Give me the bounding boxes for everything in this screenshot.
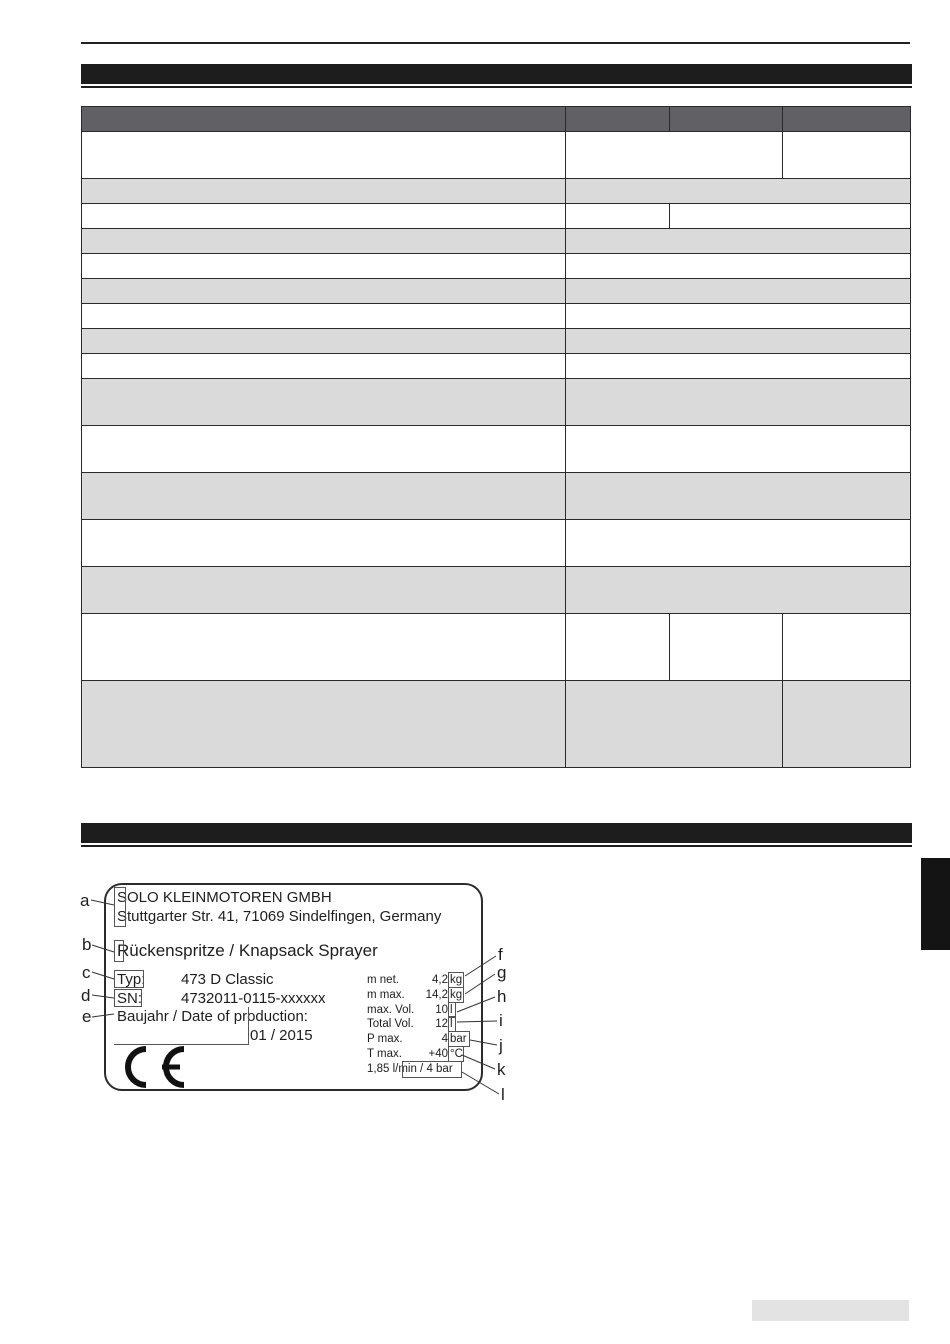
callout-h: h [497, 987, 507, 1006]
table-cell [670, 614, 783, 681]
table-cell [82, 379, 566, 426]
side-thumb-tab [921, 858, 950, 950]
table-cell [82, 426, 566, 473]
callout-e: e [82, 1007, 92, 1026]
table-cell [82, 354, 566, 379]
table-cell [82, 567, 566, 614]
table-row [82, 329, 911, 354]
plate-spec-label: P max. [367, 1033, 403, 1045]
table-cell [82, 279, 566, 304]
table-row [82, 304, 911, 329]
table-row [82, 426, 911, 473]
table-row [82, 107, 911, 132]
table-row [82, 179, 911, 204]
table-cell [783, 614, 911, 681]
table-cell [82, 229, 566, 254]
callout-box-b [114, 940, 124, 962]
callout-box-c [114, 970, 144, 988]
plate-spec-unit: kg [450, 989, 463, 1001]
table-cell [670, 204, 911, 229]
section-header-bar [81, 64, 912, 84]
table-cell [82, 254, 566, 279]
table-cell [82, 614, 566, 681]
table-cell [82, 179, 566, 204]
table-row [82, 614, 911, 681]
technical-data-table [81, 106, 911, 768]
callout-box-spec [448, 972, 464, 988]
table-cell [82, 681, 566, 768]
table-cell [566, 107, 670, 132]
page-number-box [752, 1300, 909, 1321]
callout-i: i [499, 1011, 503, 1030]
plate-typ-label: Typ: [117, 971, 146, 988]
top-rule [81, 42, 910, 44]
table-cell [566, 229, 911, 254]
callout-a: a [80, 891, 90, 910]
plate-spec-value: 4,2 [432, 974, 448, 986]
callout-box-spec [448, 1046, 464, 1062]
table-cell [783, 681, 911, 768]
table-row [82, 354, 911, 379]
table-row [82, 520, 911, 567]
table-cell [566, 204, 670, 229]
plate-spec-unit: bar [450, 1033, 467, 1045]
plate-typ-value: 473 D Classic [181, 971, 274, 988]
callout-l: l [501, 1085, 505, 1104]
callout-k: k [497, 1060, 506, 1079]
callout-box-spec [448, 987, 464, 1003]
table-cell [566, 426, 911, 473]
table-cell [82, 304, 566, 329]
plate-address: Stuttgarter Str. 41, 71069 Sindelfingen, Germany [117, 908, 442, 925]
table-cell [82, 132, 566, 179]
table-row [82, 567, 911, 614]
callout-f: f [498, 945, 503, 964]
ce-mark-icon [116, 1044, 192, 1090]
plate-spec-label: Total Vol. [367, 1018, 414, 1030]
table-cell [783, 107, 911, 132]
plate-spec-unit: l [450, 1018, 453, 1030]
table-cell [566, 614, 670, 681]
table-row [82, 473, 911, 520]
plate-company: SOLO KLEINMOTOREN GMBH [117, 889, 332, 906]
plate-sn-value: 4732011-0115-xxxxxx [181, 990, 326, 1007]
callout-d: d [81, 986, 91, 1005]
table-cell [82, 329, 566, 354]
plate-date-label: Baujahr / Date of production: [117, 1008, 308, 1025]
plate-sn-label: SN: [117, 990, 143, 1007]
table-cell [566, 681, 783, 768]
callout-box-d [114, 989, 142, 1007]
table-cell [566, 279, 911, 304]
table-cell [566, 473, 911, 520]
table-cell [566, 379, 911, 426]
table-row [82, 254, 911, 279]
table-row [82, 379, 911, 426]
table-cell [82, 107, 566, 132]
plate-spec-value: 4 [441, 1033, 448, 1045]
plate-date-value: 01 / 2015 [250, 1027, 313, 1044]
table-row [82, 681, 911, 768]
table-cell [82, 473, 566, 520]
plate-spec-value: 14,2 [425, 989, 448, 1001]
plate-spec-value: 10 [435, 1004, 448, 1016]
plate-spec-label: T max. [367, 1048, 402, 1060]
plate-spec-label: m max. [367, 989, 405, 1001]
table-cell [566, 179, 911, 204]
table-cell [566, 354, 911, 379]
table-cell [566, 520, 911, 567]
section-header-bar [81, 823, 912, 843]
table-row [82, 229, 911, 254]
table-cell [566, 329, 911, 354]
plate-spec-label: max. Vol. [367, 1004, 415, 1016]
callout-box-spec [448, 1016, 456, 1032]
callout-box-e [114, 1007, 249, 1045]
table-cell [566, 132, 783, 179]
plate-spec-unit: °C [450, 1048, 463, 1060]
table-row [82, 279, 911, 304]
table-cell [566, 254, 911, 279]
table-row [82, 204, 911, 229]
table-cell [82, 520, 566, 567]
plate-spec-label: m net. [367, 974, 399, 986]
callout-c: c [82, 963, 91, 982]
callout-b: b [82, 935, 92, 954]
plate-product: Rückenspritze / Knapsack Sprayer [117, 941, 378, 960]
callout-box-spec [448, 1031, 470, 1047]
table-cell [566, 567, 911, 614]
table-cell [566, 304, 911, 329]
table-cell [783, 132, 911, 179]
plate-spec-unit: l [450, 1004, 453, 1016]
plate-flow: 1,85 l/min / 4 bar [367, 1063, 453, 1075]
plate-spec-unit: kg [450, 974, 463, 986]
callout-box-a [114, 887, 126, 927]
table-cell [670, 107, 783, 132]
plate-spec-value: +40 [428, 1048, 448, 1060]
callout-g: g [497, 963, 507, 982]
callout-j: j [499, 1036, 503, 1055]
plate-spec-value: 12 [435, 1018, 448, 1030]
table-row [82, 132, 911, 179]
table-cell [82, 204, 566, 229]
callout-box-l [402, 1061, 462, 1078]
